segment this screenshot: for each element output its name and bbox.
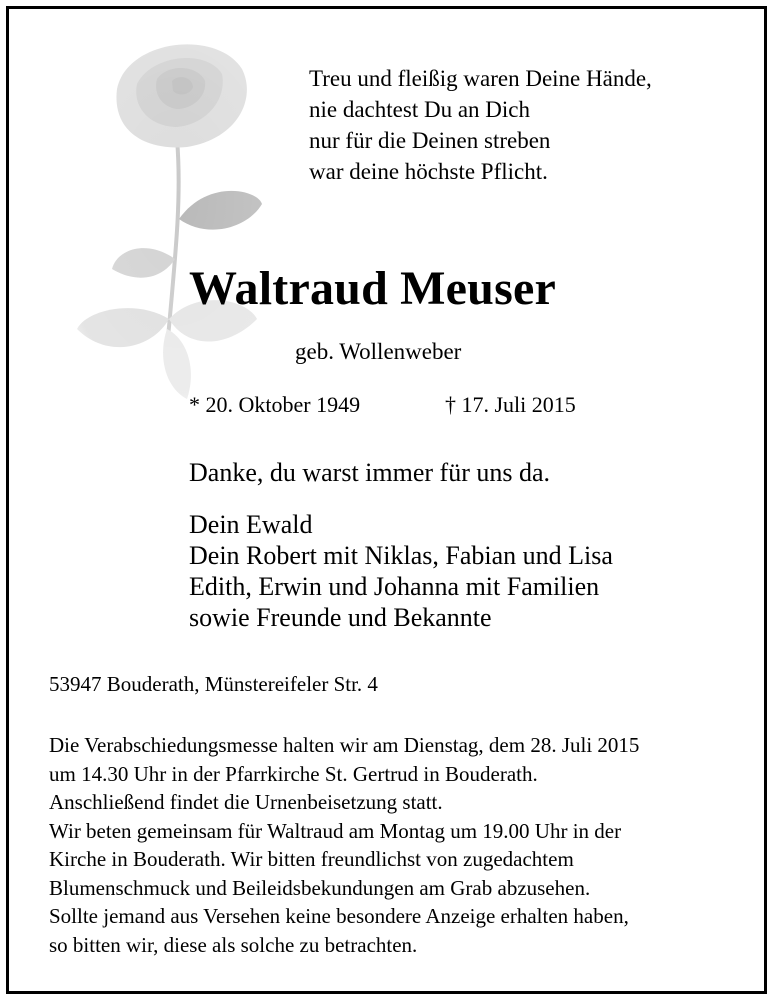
- mourners-list: [189, 509, 613, 633]
- notice-line: Wir beten gemeinsam für Waltraud am Montag um 19.00 Uhr in der: [49, 818, 622, 843]
- notice-line: Sollte jemand aus Versehen keine besondere Anzeige erhalten haben,: [49, 904, 629, 928]
- rose-illustration: [57, 29, 297, 409]
- notice-line: Blumenschmuck und Beileidsbekundungen am Grab abzusehen.: [49, 875, 591, 900]
- obituary-notice: [6, 6, 767, 994]
- address: 53947 Bouderath, Münstereifeler Str. 4: [49, 672, 378, 696]
- mourner-line: Dein Ewald: [189, 510, 313, 539]
- notice-line: Anschließend findet die Urnenbeisetzung statt.: [49, 790, 443, 814]
- notice-line: Die Verabschiedungsmesse halten wir am Dienstag, dem 28. Juli 2015: [49, 733, 640, 757]
- notice-line: so bitten wir, diese als solche zu betrachten.: [49, 932, 418, 957]
- birth-date: * 20. Oktober 1949: [189, 392, 361, 417]
- notice-line: um 14.30 Uhr in der Pfarrkirche St. Gertrud in Bouderath.: [49, 761, 538, 786]
- poem-line: nie dachtest Du an Dich: [309, 97, 530, 122]
- service-notice: [49, 731, 639, 959]
- thanks-line: Danke, du warst immer für uns da.: [189, 458, 551, 487]
- poem-line: Treu und fleißig waren Deine Hände,: [309, 66, 652, 91]
- maiden-name: geb. Wollenweber: [295, 339, 462, 364]
- death-date: † 17. Juli 2015: [445, 392, 576, 417]
- deceased-name: Waltraud Meuser: [189, 262, 556, 315]
- notice-line: Kirche in Bouderath. Wir bitten freundlichst von zugedachtem: [49, 847, 574, 871]
- poem: [309, 63, 652, 187]
- poem-line: nur für die Deinen streben: [309, 128, 551, 153]
- mourner-line: Dein Robert mit Niklas, Fabian und Lisa: [189, 541, 613, 570]
- mourner-line: sowie Freunde und Bekannte: [189, 603, 492, 632]
- poem-line: war deine höchste Pflicht.: [309, 159, 548, 184]
- mourner-line: Edith, Erwin und Johanna mit Familien: [189, 572, 600, 601]
